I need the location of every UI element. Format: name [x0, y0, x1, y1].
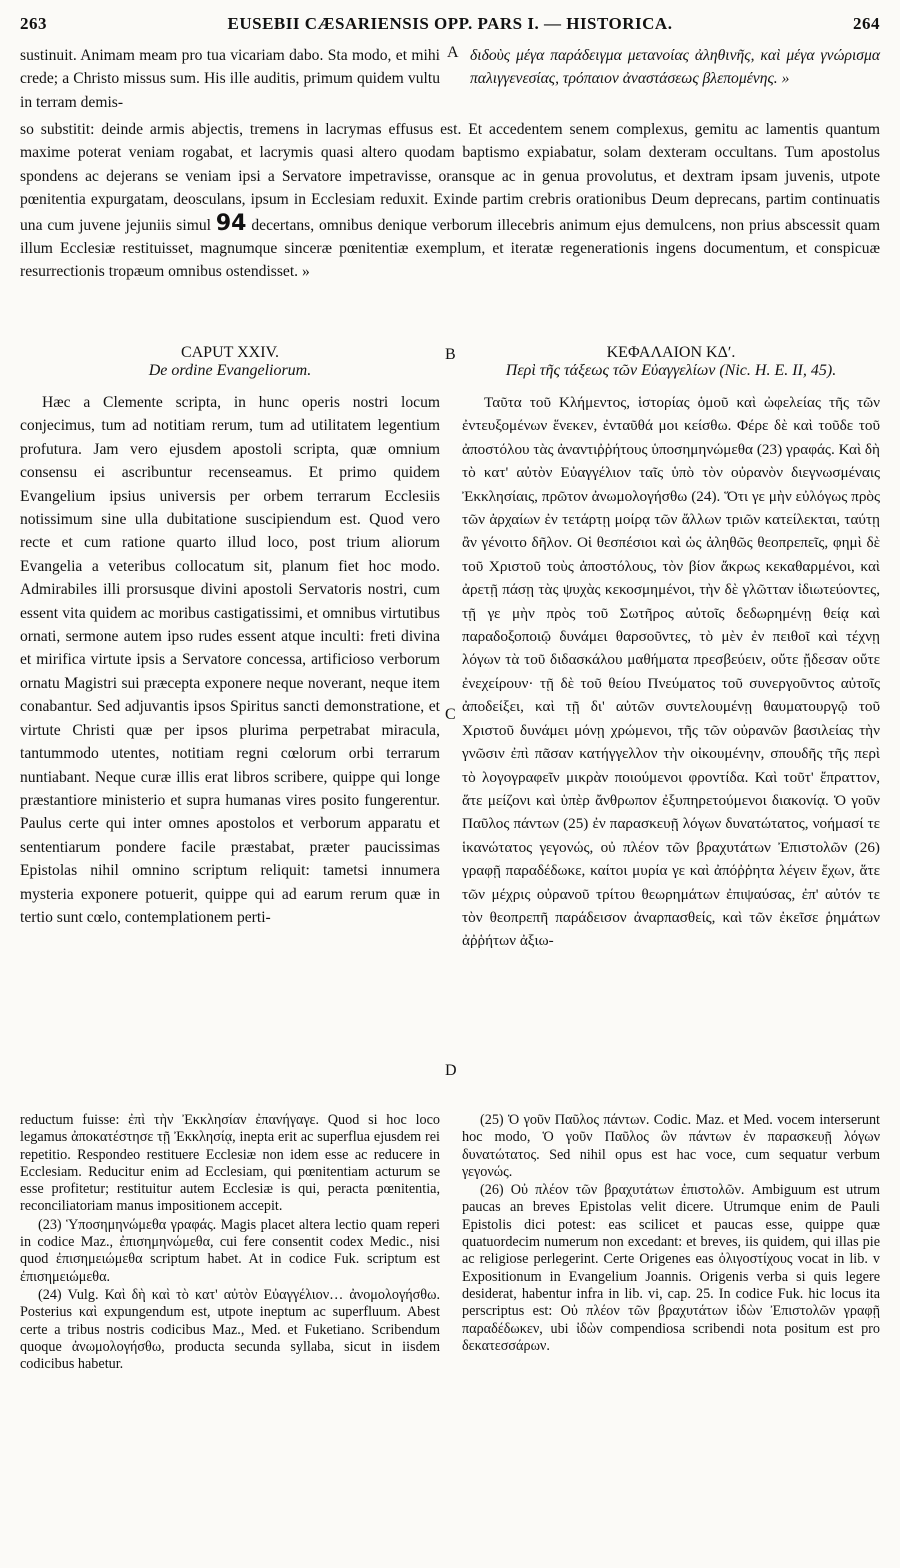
greek-paragraph: Ταῦτα τοῦ Κλήμεντος, ἱστορίας ὁμοῦ καὶ ὠφελείας τῆς τῶν ἐντευξομένων ἕνεκεν, ἐνταῦθά μοι κείσθω. Φέρε δὲ καὶ τοῦδε τοῦ ἀποστόλου τὰς ἀναντιῤῥήτους ὑποσημηνώμεθα (23) γραφάς. Καὶ δὴ τὸ κατ' αὐτὸν Εὐαγγέλιον ταῖς ὑπὸ τὸν οὐρανὸν διεγνωσμέναις Ἐκκλησίαις, πρῶτον ἀνωμολογήσθω (24). Ὅτι γε μὴν εὐλόγως πρὸς τῶν ἀρχαίων ἐν τετάρτῃ μοίρᾳ τῶν ἄλλων τριῶν κατείλεκται, ταύτῃ ἂν γένοιτο δῆλον. Οἱ θεσπέσιοι καὶ ὡς ἀληθῶς θεοπρεπεῖς, φημὶ δὲ τοῦ Χριστοῦ τοὺς ἀποστόλους, τὸν βίον ἄκρως κεκαθαρμένοι, καὶ ἀρετῇ πάσῃ τὰς ψυχὰς κεκοσμημένοι, τὴν δὲ γλῶτταν ἰδιωτεύοντες, τῇ γε μὴν πρὸς τοῦ Σωτῆρος αὐτοῖς δεδωρημένῃ θείᾳ καὶ παραδοξοποιῷ δυνάμει θαρσοῦντες, τὸ μὲν ἐν πειθοῖ καὶ τέχνῃ λόγων τὰ τοῦ διδασκάλου μαθήματα πρεσβεύειν, οὔτε ᾔδεσαν οὔτε ἐνεχείρουν· τῇ δὲ τοῦ θείου Πνεύματος τοῦ συνεργοῦντος αὐτοῖς ἀποδείξει, καὶ τῇ δι' αὐτῶν συντελουμένῃ θαυματουργῷ τοῦ Χριστοῦ δυνάμει μόνῃ χρώμενοι, τῆς τῶν οὐρανῶν βασιλείας τὴν γνῶσιν ἐπὶ πᾶσαν κατήγγελλον τὴν οἰκουμένην, σπουδῆς τῆς περὶ τὸ λογογραφεῖν μικρὰν ποιούμενοι φροντίδα. Καὶ τοῦτ' ἔπραττον, ἅτε μείζονι καὶ ὑπὲρ ἄνθρωπον ἐξυπηρετούμενοι διακονίᾳ. Ὁ γοῦν Παῦλος πάντων (25) ἐν παρασκευῇ λόγων δυνατώτατος, νοήμασί τε ἱκανώτατος γεγονώς, οὐ πλέον τῶν βραχυτάτων Ἐπιστολῶν (26) γραφῇ παραδέδωκε, καίτοι μυρία γε καὶ ἀπόῤῥητα λέγειν ἔχων, ἅτε τῶν μέχρις οὐρανοῦ τρίτου θεωρημάτων ἐπιψαύσας, ἐπ' αὐτόν τε τὸν θεοπρεπῆ παράδεισον ἀναρπασθείς, καὶ τῶν ἐκεῖσε ῥημάτων ἀῤῥήτων ἀξιω-	[462, 394, 880, 950]
greek-column	[462, 391, 880, 953]
margin-marker-c: C	[445, 706, 456, 723]
margin-marker-b: B	[445, 346, 456, 363]
footnote-23: (23) Ὑποσημηνώμεθα γραφάς. Magis placet altera lectio quam reperi in codice Maz., ἐπισημηνώμεθα, cui fere consentit codex Medic., nisi quod ἐπισημειώμεθα scriptum habet. At in codice Fuk. scriptum est ἐπισημειώμεθα.	[20, 1216, 440, 1285]
intro-latin-full-width	[20, 118, 880, 284]
latin-column	[20, 391, 440, 929]
page-marker-94: 94	[215, 210, 247, 236]
intro-greek-continuation: διδοὺς μέγα παράδειγμα μετανοίας ἀληθινῆς, καὶ μέγα γνώρισμα παλιγγενεσίας, τρόπαιον ἀναστάσεως βλεπομένης. »	[470, 47, 880, 88]
chapter-title-latin: CAPUT XXIV.	[180, 344, 280, 361]
running-title: EUSEBII CÆSARIENSIS OPP. PARS I. — HISTORICA.	[227, 14, 673, 33]
footnote-24: (24) Vulg. Καὶ δὴ καὶ τὸ κατ' αὐτὸν Εὐαγγέλιον… ἀνομολογήσθω. Posterius καὶ expungendum est, utpote ineptum ac superfluum. Abest certe a tribus nostris codicibus Maz., Med. et Fuketiano. Scribendum quoque ἀνωμολογήσθω, producta secunda syllaba, sicut in iisdem codicibus habetur.	[20, 1286, 440, 1373]
chapter-title-greek: ΚΕΦΑΛΑΙΟΝ ΚΔʹ.	[606, 344, 736, 361]
chapter-heading-latin	[20, 344, 440, 380]
footnotes-right	[462, 1112, 880, 1356]
footnote: reductum fuisse: ἐπὶ τὴν Ἐκκλησίαν ἐπανήγαγε. Quod si hoc loco legamus ἀποκατέστησε τῇ Ἐκκλησίᾳ, inepta erit ac superflua ejusdem rei repetitio. Respondeo restituere Ecclesiæ non idem esse ac reducere in Ecclesiam. Reducitur enim ad Ecclesiam, qui pœnitentiam acturum se esse profitetur; restituitur autem Ecclesiæ is qui, peracta pœnitentia, reconciliatoriam manus impositionem accepit.	[20, 1112, 440, 1215]
intro-text-part2: decertans, omnibus denique verborum illecebris animum ejus demulcens, non prius abscessit quam illum Ecclesiæ restituisset, magnumque sinceræ pœnitentiæ exemplum, et iteratæ regenerationis ingens documentum, et conspicuæ resurrectionis tropæum omnibus ostendisset. »	[20, 216, 880, 281]
page-number-right: 264	[853, 14, 880, 33]
margin-marker-a: A	[447, 44, 459, 61]
footnote-25: (25) Ὁ γοῦν Παῦλος πάντων. Codic. Maz. et Med. vocem interserunt hoc modo, Ὁ γοῦν Παῦλος ὢν πάντων ἐν παρασκευῇ λόγων δυνατώτατος. Sed nihil opus est hac voce, cum sequatur verbum γεγονώς.	[462, 1112, 880, 1180]
running-header	[20, 14, 880, 40]
footnotes-left	[20, 1112, 440, 1374]
chapter-subtitle-greek: Περὶ τῆς τάξεως τῶν Εὐαγγελίων (Nic. H. E. II, 45).	[505, 362, 837, 379]
intro-text-part1: so substitit: deinde armis abjectis, tremens in lacrymas effusus est. Et accedentem senem complexus, gemitu ac lamentis quantum maxime poterat veniam rogabat, et lacrymis quasi altero quodam baptismo expiabatur, solam dexteram occultans. Tum apostolus spondens ac dejerans se veniam ipsi a Servatore impetravisse, oransque ac in genua provolutus, et dextram ipsam juvenis, utpote pœnitentia expurgatam, deosculans, ipsum in Ecclesiam reduxit. Exinde partim crebris orationibus Deum deprecans, partim continuatis una cum juvene jejuniis simul	[20, 121, 880, 234]
footnote-26: (26) Οὐ πλέον τῶν βραχυτάτων ἐπιστολῶν. Ambiguum est utrum paucas an breves Epistolas velit dicere. Utrumque enim de Pauli Epistolis dici potest: eas scilicet et paucas esse, quippe quæ quatuordecim numerum non excedant: et breves, iis quidem, qui illas pie ac religiose perlegerint. Certe Origenes eas ὀλιγοστίχους vocat in lib. v Expositionum in Evangelium Joannis. Origenis verba si quis legere desiderat, habentur infra in lib. vi, cap. 25. In codice Fuk. hic locus ita perscriptus est: Οὐ πλέον τῶν βραχυτάτων ἰδὼν Ἐπιστολῶν γραφῇ παραδέδωκεν, ubi ἰδὼν compendiosa scribendi nota positum est pro δεκατεσσάρων.	[462, 1182, 880, 1354]
margin-marker-d: D	[445, 1062, 457, 1079]
page-number-left: 263	[20, 14, 47, 33]
intro-latin-continuation: sustinuit. Animam meam pro tua vicariam dabo. Sta modo, et mihi crede; a Christo missus sum. His ille auditis, primum quidem vultu in terram demis-	[20, 47, 440, 111]
chapter-subtitle-latin: De ordine Evangeliorum.	[148, 362, 312, 379]
chapter-heading-greek	[462, 344, 880, 380]
latin-paragraph: Hæc a Clemente scripta, in hunc operis nostri locum conjecimus, tum ad notitiam rerum, tum ad utilitatem legentium profutura. Jam vero ejusdem apostoli scripta, quæ omnium consensu ei ascribuntur recenseamus. Et primo quidem Evangelium ipsius universis per orbem terrarum Ecclesiis notissimum sine ulla dubitatione suscipiendum est. Quod vero recte et cum ratione quarto illud loco, post trium aliorum Evangelia a veteribus collocatum sit, planum fiet hoc modo. Admirabiles illi prorsusque divini apostoli Servatoris nostri, cum essent vita quidem ac moribus castigatissimi, et omnibus virtutibus ornati, sermone autem ipso rudes essent atque inculti: freti divina et mirifica virtute ipsis a Servatore concessa, artificioso verborum ornatu Magistri sui præcepta exponere neque noverant, neque item conabantur. Sed adjuvantis ipsos Spiritus sancti demonstratione, et virtute Christi quæ per ipsos plurima perpetrabat miracula, tantummodo utentes, notitiam regni cœlorum orbi terrarum nuntiabant. Neque curæ illis erat libros scribere, quippe qui longe præstantiore ministerio et supra humanas vires posito fungerentur. Paulus certe qui inter omnes apostolos et verborum apparatu et sententiarum pondere facile præstabat, præter paucissimas Epistolas nihil omnino scriptum reliquit: tametsi innumera mysteria exponere potuerit, quippe qui ad earum rerum quæ in tertio sunt cœlo, contemplationem perti-	[20, 394, 440, 926]
